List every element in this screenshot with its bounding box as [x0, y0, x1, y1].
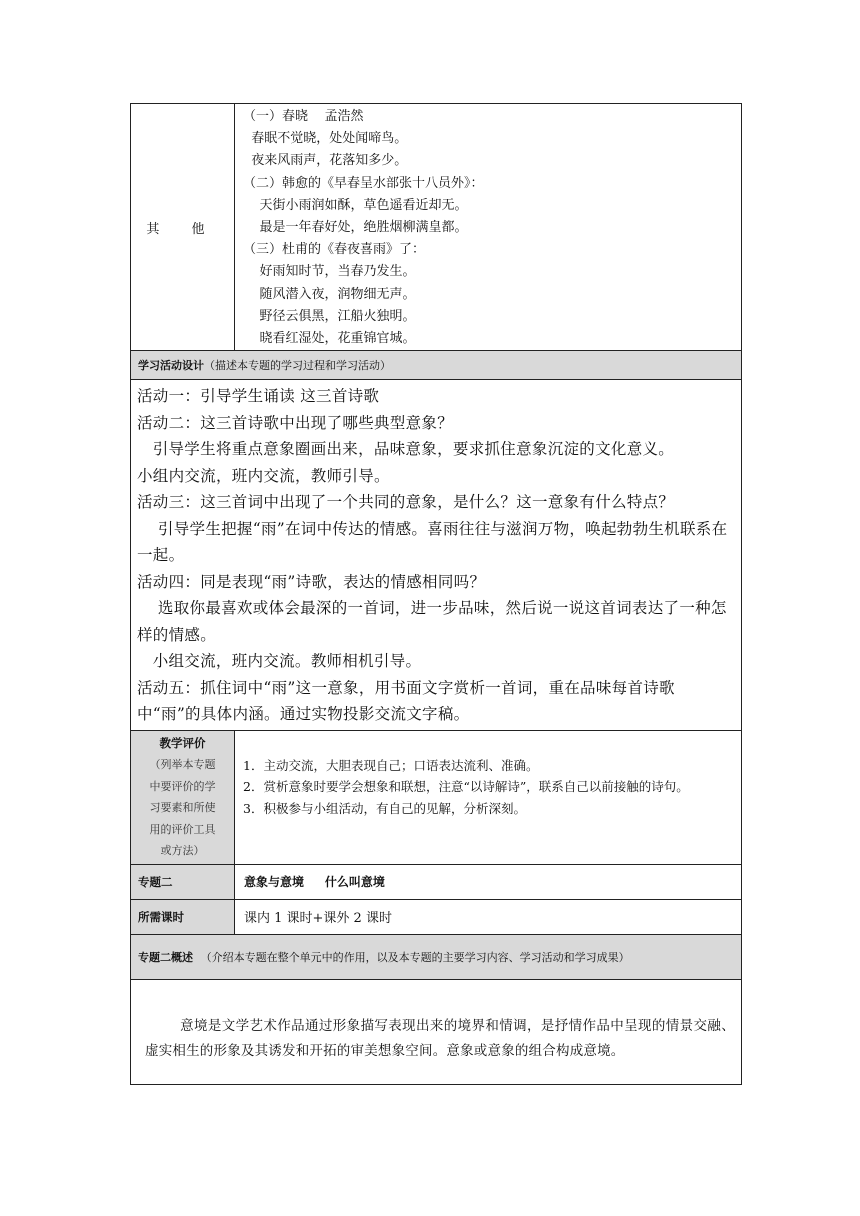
- overview-title: 专题二概述: [138, 950, 193, 964]
- hours-row: [131, 899, 742, 934]
- activity-line: 小组内交流，班内交流，教师引导。: [137, 466, 390, 485]
- evaluation-desc-line: 用的评价工具: [149, 822, 216, 836]
- hours-label: 所需课时: [131, 899, 235, 934]
- activity-design-body: [131, 380, 742, 731]
- overview-subtitle: （介绍本专题在整个单元中的作用，以及本专题的主要学习内容、学习活动和学习成果）: [200, 950, 630, 964]
- poem-line: 随风潜入夜，润物细无声。: [243, 286, 416, 302]
- activity-line: 引导学生将重点意象圈画出来，品味意象，要求抓住意象沉淀的文化意义。: [137, 440, 675, 459]
- activity-design-title: 学习活动设计: [138, 359, 204, 373]
- poems-cell: [235, 104, 742, 351]
- topic2-value: 意象与意境 什么叫意境: [235, 864, 742, 899]
- evaluation-title: 教学评价: [159, 735, 206, 750]
- evaluation-desc-line: 习要素和所使: [149, 801, 216, 815]
- activity-design-row: [131, 380, 742, 731]
- activity-line: 活动二：这三首诗歌中出现了哪些典型意象？: [137, 413, 454, 432]
- evaluation-desc-line: （列举本专题: [149, 758, 216, 772]
- poem-line: （一）春晓 孟浩然: [243, 109, 364, 124]
- document-page: [130, 103, 741, 1085]
- evaluation-row: [131, 730, 742, 864]
- activity-line: 活动五：抓住词中“雨”这一意象，用书面文字赏析一首词，重在品味每首诗歌中“雨”的具体内涵。通过实物投影交流文字稿。: [137, 678, 675, 724]
- topic2-row: [131, 864, 742, 899]
- activity-line: 选取你最喜欢或体会最深的一首词，进一步品味，然后说一说这首词表达了一种怎样的情感。: [137, 599, 727, 644]
- poem-line: 野径云俱黑，江船火独明。: [243, 308, 416, 324]
- activity-line: 小组交流，班内交流。教师相机引导。: [137, 652, 422, 671]
- poem-line: （三）杜甫的《春夜喜雨》了：: [243, 242, 426, 258]
- other-label: 其 他: [131, 104, 235, 351]
- overview-header: [131, 934, 742, 979]
- evaluation-label-cell: [131, 730, 235, 864]
- poem-line: 最是一年春好处，绝胜烟柳满皇都。: [243, 220, 468, 236]
- evaluation-item: 2．赏析意象时要学会想象和联想，注意“以诗解诗”，联系自己以前接触的诗句。: [243, 779, 689, 795]
- topic2-label: 专题二: [131, 864, 235, 899]
- activity-design-header: [131, 351, 742, 380]
- activity-design-subtitle: （描述本专题的学习过程和学习活动）: [204, 359, 391, 373]
- activity-line: 活动一：引导学生诵读 这三首诗歌: [137, 387, 380, 406]
- other-row: [131, 104, 742, 351]
- overview-header-row: [131, 934, 742, 979]
- poem-line: 晓看红湿处，花重锦官城。: [243, 331, 416, 347]
- evaluation-item: 3．积极参与小组活动，有自己的见解，分析深刻。: [243, 800, 526, 816]
- evaluation-desc-line: 中要评价的学: [149, 779, 216, 793]
- hours-value: 课内 1 课时+课外 2 课时: [235, 899, 742, 934]
- poem-line: 天街小雨润如酥，草色遥看近却无。: [243, 197, 468, 213]
- overview-row: [131, 979, 742, 1084]
- poem-line: 春眠不觉晓，处处闻啼鸟。: [243, 131, 408, 147]
- poem-line: （二）韩愈的《早春呈水部张十八员外》：: [243, 175, 484, 191]
- overview-text: 意境是文学艺术作品通过形象描写表现出来的境界和情调，是抒情作品中呈现的情景交融、虚实相生的形象及其诱发和开拓的审美想象空间。意象或意象的组合构成意境。: [145, 1017, 735, 1059]
- unit-plan-table: [130, 103, 742, 1085]
- evaluation-items-cell: [235, 730, 742, 864]
- activity-line: 活动四：同是表现“雨”诗歌，表达的情感相同吗？: [137, 572, 486, 591]
- evaluation-desc-line: 或方法）: [160, 844, 205, 858]
- poem-line: 夜来风雨声，花落知多少。: [243, 153, 408, 169]
- evaluation-item: 1．主动交流，大胆表现自己；口语表达流利、准确。: [243, 757, 539, 773]
- activity-line: 引导学生把握“雨”在词中传达的情感。喜雨往往与滋润万物，唤起勃勃生机联系在一起。: [137, 519, 728, 565]
- overview-body: [131, 979, 742, 1084]
- poem-line: 好雨知时节，当春乃发生。: [243, 264, 416, 280]
- activity-design-header-row: [131, 351, 742, 380]
- activity-line: 活动三：这三首词中出现了一个共同的意象，是什么？这一意象有什么特点？: [137, 493, 675, 512]
